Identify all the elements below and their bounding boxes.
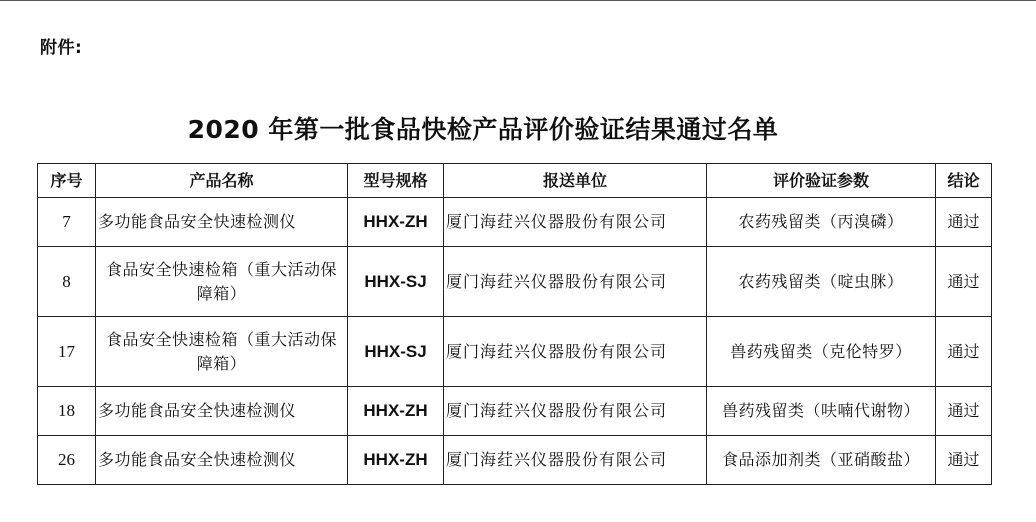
- submitting-unit-cell: 厦门海荭兴仪器股份有限公司: [444, 387, 707, 436]
- results-table: [37, 163, 992, 485]
- product-name-cell: 多功能食品安全快速检测仪: [96, 387, 348, 436]
- product-name-cell: 食品安全快速检箱（重大活动保障箱）: [96, 247, 348, 317]
- conclusion-cell: 通过: [936, 198, 992, 247]
- conclusion-cell: 通过: [936, 436, 992, 485]
- submitting-unit-cell: 厦门海荭兴仪器股份有限公司: [444, 436, 707, 485]
- header-submitting-unit: 报送单位: [444, 164, 707, 198]
- table-row: [38, 436, 992, 485]
- parameter-cell: 食品添加剂类（亚硝酸盐）: [707, 436, 936, 485]
- parameter-cell: 农药残留类（啶虫脒）: [707, 247, 936, 317]
- document-title: 2020 年第一批食品快检产品评价验证结果通过名单: [187, 115, 779, 144]
- serial-number-cell: 26: [38, 436, 96, 485]
- model-cell: HHX-ZH: [348, 198, 444, 247]
- table-row: [38, 247, 992, 317]
- table-header-row: [38, 164, 992, 198]
- model-cell: HHX-SJ: [348, 247, 444, 317]
- serial-number-cell: 17: [38, 317, 96, 387]
- conclusion-cell: 通过: [936, 387, 992, 436]
- header-serial-number: 序号: [38, 164, 96, 198]
- header-product-name: 产品名称: [96, 164, 348, 198]
- header-evaluation-parameter: 评价验证参数: [707, 164, 936, 198]
- parameter-cell: 农药残留类（丙溴磷）: [707, 198, 936, 247]
- submitting-unit-cell: 厦门海荭兴仪器股份有限公司: [444, 247, 707, 317]
- parameter-cell: 兽药残留类（呋喃代谢物）: [707, 387, 936, 436]
- attachment-label: 附件:: [40, 38, 83, 58]
- submitting-unit-cell: 厦门海荭兴仪器股份有限公司: [444, 198, 707, 247]
- product-name-cell: 食品安全快速检箱（重大活动保障箱）: [96, 317, 348, 387]
- model-cell: HHX-SJ: [348, 317, 444, 387]
- product-name-cell: 多功能食品安全快速检测仪: [96, 436, 348, 485]
- table-row: [38, 317, 992, 387]
- submitting-unit-cell: 厦门海荭兴仪器股份有限公司: [444, 317, 707, 387]
- serial-number-cell: 8: [38, 247, 96, 317]
- parameter-cell: 兽药残留类（克伦特罗）: [707, 317, 936, 387]
- serial-number-cell: 7: [38, 198, 96, 247]
- model-cell: HHX-ZH: [348, 387, 444, 436]
- table-row: [38, 387, 992, 436]
- product-name-cell: 多功能食品安全快速检测仪: [96, 198, 348, 247]
- top-border-line: [0, 0, 1036, 1]
- conclusion-cell: 通过: [936, 247, 992, 317]
- header-model-spec: 型号规格: [348, 164, 444, 198]
- header-conclusion: 结论: [936, 164, 992, 198]
- model-cell: HHX-ZH: [348, 436, 444, 485]
- table-row: [38, 198, 992, 247]
- serial-number-cell: 18: [38, 387, 96, 436]
- conclusion-cell: 通过: [936, 317, 992, 387]
